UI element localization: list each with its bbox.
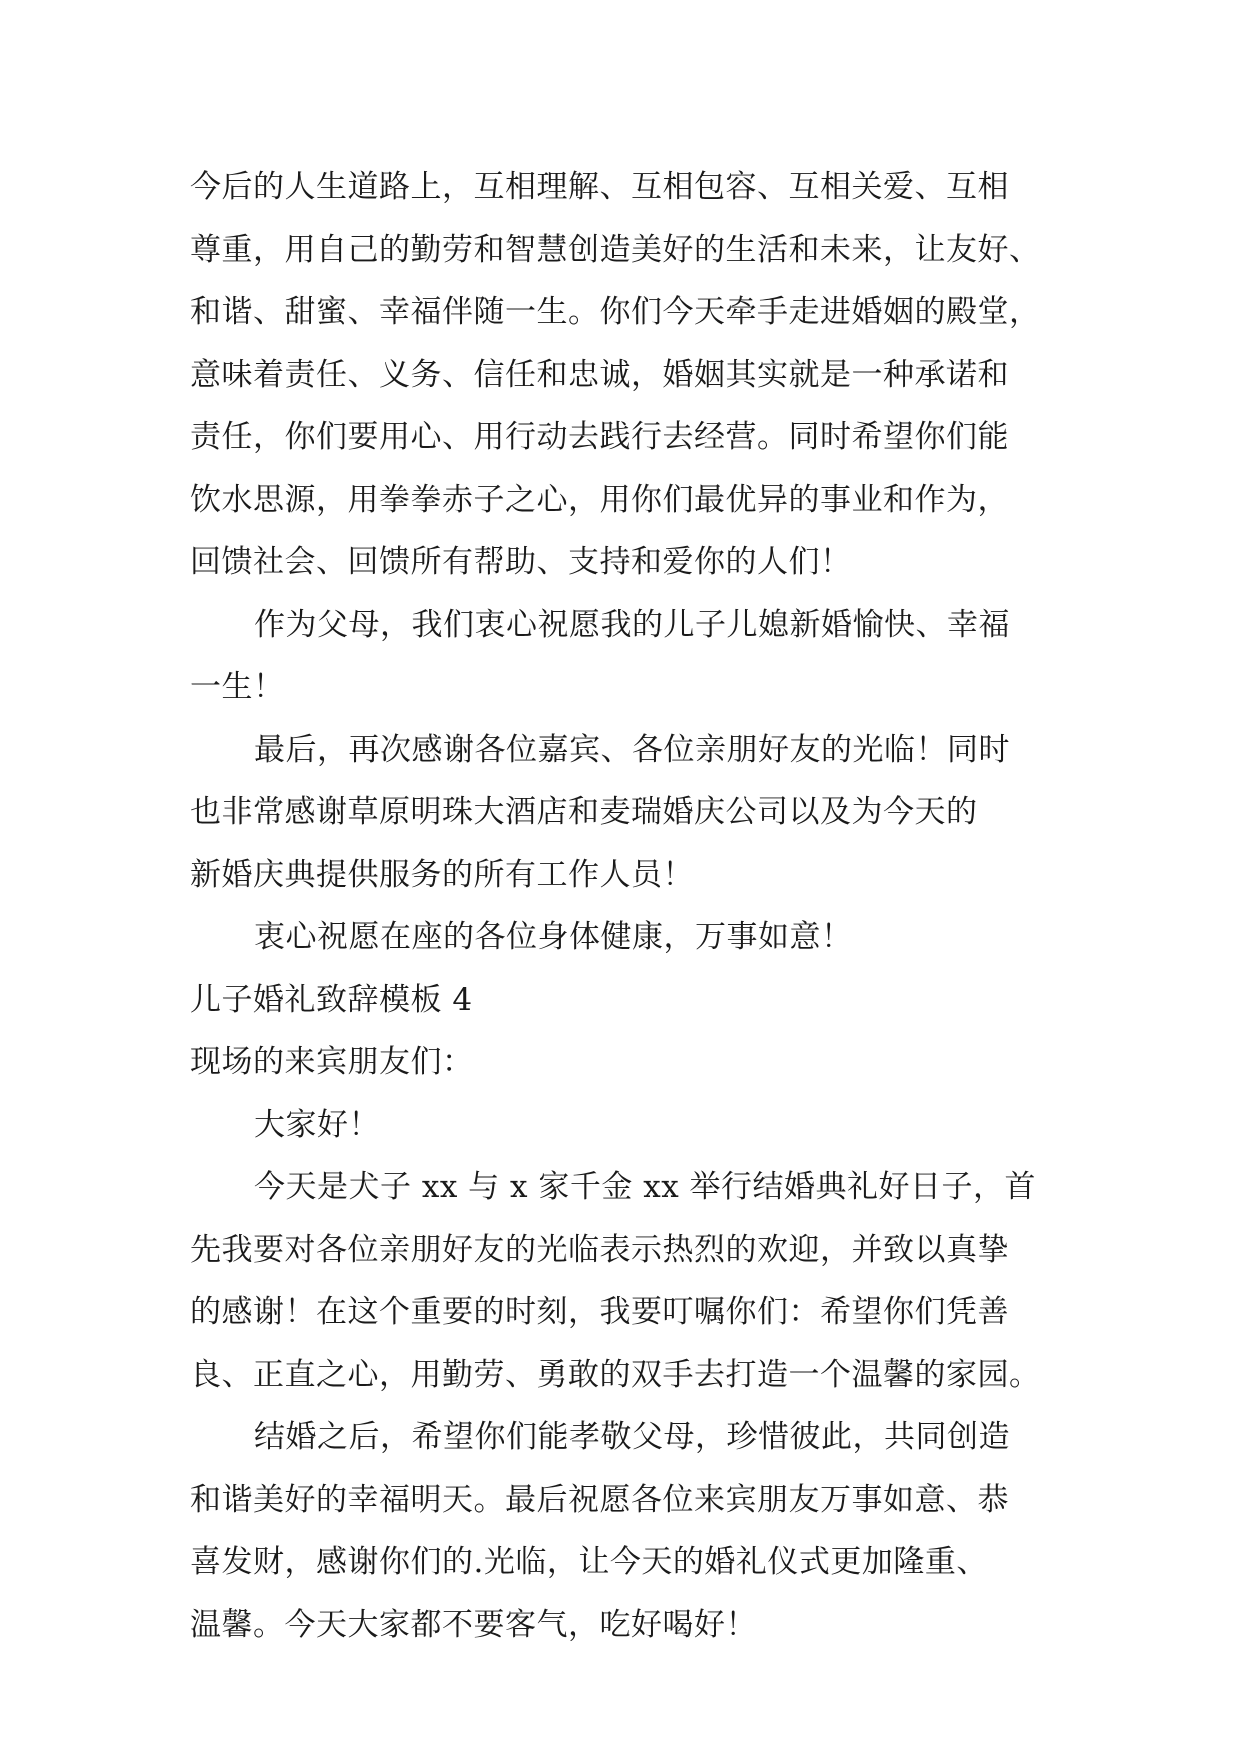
text-line: 温馨。今天大家都不要客气，吃好喝好！ — [190, 1606, 757, 1643]
text-line: 饮水思源，用拳拳赤子之心，用你们最优异的事业和作为， — [190, 481, 1009, 518]
text-line: 一生！ — [190, 669, 285, 705]
text-line: 意味着责任、义务、信任和忠诚，婚姻其实就是一种承诺和 — [190, 356, 1009, 393]
text-line: 和谐美好的幸福明天。最后祝愿各位来宾朋友万事如意、恭 — [190, 1481, 1009, 1518]
text-line: 和谐、甜蜜、幸福伴随一生。你们今天牵手走进婚姻的殿堂， — [190, 294, 1041, 330]
text-line: 最后，再次感谢各位嘉宾、各位亲朋好友的光临！同时 — [254, 731, 1010, 768]
text-line: 衷心祝愿在座的各位身体健康，万事如意！ — [254, 919, 853, 955]
salutation: 现场的来宾朋友们： — [190, 1044, 474, 1080]
text-line: 责任，你们要用心、用行动去践行去经营。同时希望你们能 — [190, 419, 1009, 455]
text-line: 的感谢！在这个重要的时刻，我要叮嘱你们：希望你们凭善 — [190, 1294, 1009, 1330]
text-line: 先我要对各位亲朋好友的光临表示热烈的欢迎，并致以真挚 — [190, 1231, 1009, 1268]
text-line: 回馈社会、回馈所有帮助、支持和爱你的人们！ — [190, 544, 852, 580]
text-line: 今后的人生道路上，互相理解、互相包容、互相关爱、互相 — [190, 169, 1009, 205]
document-body — [190, 156, 1058, 1656]
text-line: 作为父母，我们衷心祝愿我的儿子儿媳新婚愉快、幸福 — [254, 606, 1010, 643]
greeting: 大家好！ — [254, 1106, 380, 1143]
text-line: 喜发财，感谢你们的.光临，让今天的婚礼仪式更加隆重、 — [190, 1544, 988, 1580]
text-line: 今天是犬子 xx 与 x 家千金 xx 举行结婚典礼好日子，首 — [254, 1169, 1037, 1205]
section-heading: 儿子婚礼致辞模板 4 — [190, 981, 473, 1018]
text-line: 良、正直之心，用勤劳、勇敢的双手去打造一个温馨的家园。 — [190, 1356, 1041, 1393]
text-line: 结婚之后，希望你们能孝敬父母，珍惜彼此，共同创造 — [254, 1419, 1010, 1455]
text-line: 也非常感谢草原明珠大酒店和麦瑞婚庆公司以及为今天的 — [190, 794, 978, 830]
text-line: 新婚庆典提供服务的所有工作人员！ — [190, 856, 694, 893]
text-line: 尊重，用自己的勤劳和智慧创造美好的生活和未来，让友好、 — [190, 231, 1041, 268]
